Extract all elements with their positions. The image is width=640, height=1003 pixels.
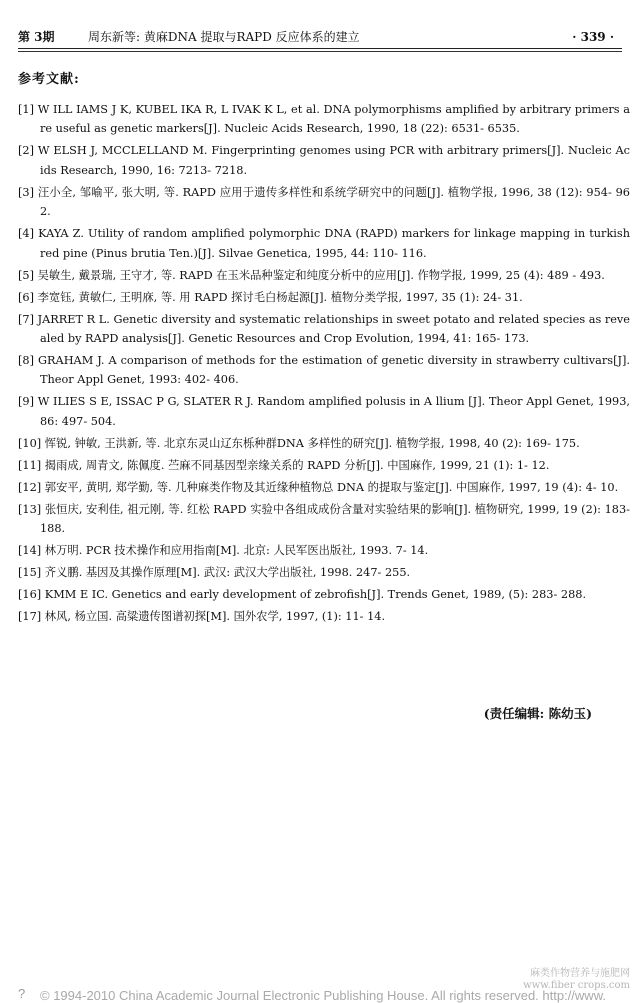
reference-item	[18, 100, 630, 139]
reference-number: [7]	[18, 312, 35, 326]
reference-text: 林风, 杨立国. 高粱遗传图谱初探[M]. 国外农学, 1997, (1): 11- 14.	[44, 610, 386, 624]
reference-text: 揭雨成, 周青文, 陈佩度. 苎麻不同基因型亲缘关系的 RAPD 分析[J]. 中国麻作, 1999, 21 (1): 1- 12.	[44, 458, 550, 472]
header-rule	[18, 48, 622, 49]
reference-number: [14]	[18, 544, 42, 558]
reference-text: GRAHAM J. A comparison of methods for the estimation of genetic diversity in strawberry cultivars[J]. Theor Appl Genet, 1993: 402- 406.	[38, 354, 630, 387]
reference-text: 林万明. PCR 技术操作和应用指南[M]. 北京: 人民军医出版社, 1993. 7- 14.	[44, 544, 429, 558]
reference-item	[18, 563, 630, 582]
reference-number: [6]	[18, 290, 35, 304]
running-header	[18, 28, 622, 48]
reference-number: [3]	[18, 185, 35, 199]
reference-text: 郭安平, 黄明, 郑学勤, 等. 几种麻类作物及其近缘种植物总 DNA 的提取与鉴定[J]. 中国麻作, 1997, 19 (4): 4- 10.	[44, 480, 619, 494]
copyright-footer: © 1994-2010 China Academic Journal Electronic Publishing House. All rights reserved. http://www.	[40, 988, 606, 1003]
reference-number: [12]	[18, 480, 42, 494]
reference-number: [8]	[18, 354, 35, 368]
reference-number: [16]	[18, 588, 42, 602]
reference-item	[18, 351, 630, 390]
reference-text: W ELSH J, MCCLELLAND M. Fingerprinting genomes using PCR with arbitrary primers[J]. Nucleic Acids Research, 1990, 16: 7213- 7218.	[37, 144, 631, 177]
header-rule-thin	[18, 51, 622, 52]
reference-text: JARRET R L. Genetic diversity and systematic relationships in sweet potato and related species as revealed by RAPD analysis[J]. Genetic Resources and Crop Evolution, 1994, 41: 165- 173.	[37, 312, 630, 346]
reference-item	[18, 607, 630, 626]
running-title: 周东新等: 黄麻DNA 提取与RAPD 反应体系的建立	[88, 30, 360, 44]
references-heading: 参考文献:	[18, 72, 80, 87]
watermark-line-1: 麻类作物营养与施肥网	[530, 968, 630, 979]
reference-text: 齐义鹏. 基因及其操作原理[M]. 武汉: 武汉大学出版社, 1998. 247- 255.	[44, 566, 411, 580]
reference-number: [15]	[18, 566, 42, 580]
reference-number: [1]	[18, 103, 35, 116]
reference-text: 张恒庆, 安利佳, 祖元刚, 等. 红松 RAPD 实验中各组成成份含量对实验结果的影响[J]. 植物研究, 1999, 19 (2): 183- 188.	[40, 502, 630, 536]
reference-item	[18, 183, 630, 222]
reference-text: 恽锐, 钟敏, 王洪新, 等. 北京东灵山辽东栎种群DNA 多样性的研究[J]. 植物学报, 1998, 40 (2): 169- 175.	[44, 436, 580, 450]
reference-number: [9]	[18, 395, 35, 409]
reference-text: KMM E IC. Genetics and early development of zebrofish[J]. Trends Genet, 1989, (5): 283- 288.	[44, 588, 587, 602]
reference-item	[18, 478, 630, 497]
reference-item	[18, 541, 630, 560]
reference-text: W ILL IAMS J K, KUBEL IKA R, L IVAK K L, et al. DNA polymorphisms amplified by arbitrary primers are useful as genetic markers[J]. Nucleic Acids Research, 1990, 18 (22): 6531- 6535.	[37, 103, 630, 136]
reference-text: 汪小全, 邹喻平, 张大明, 等. RAPD 应用于遗传多样性和系统学研究中的问题[J]. 植物学报, 1996, 38 (12): 954- 962.	[37, 185, 630, 219]
reference-text: 李宽钰, 黄敏仁, 王明庥, 等. 用 RAPD 探讨毛白杨起源[J]. 植物分类学报, 1997, 35 (1): 24- 31.	[37, 290, 523, 304]
reference-text: 吴敏生, 戴景瑞, 王守才, 等. RAPD 在玉米品种鉴定和纯度分析中的应用[J]. 作物学报, 1999, 25 (4): 489 - 493.	[37, 268, 605, 282]
responsible-editor: (责任编辑: 陈幼玉)	[483, 706, 592, 721]
reference-item	[18, 456, 630, 475]
reference-text: W ILIES S E, ISSAC P G, SLATER R J. Random amplified polusis in A llium [J]. Theor Appl Genet, 1993, 86: 497- 504.	[37, 395, 631, 428]
reference-item	[18, 141, 630, 180]
reference-item	[18, 224, 630, 263]
watermark-line-2: www.fiber crops.com	[523, 980, 630, 991]
reference-number: [11]	[18, 458, 42, 472]
issue-number: 第 3期	[18, 30, 55, 44]
reference-number: [2]	[18, 144, 35, 158]
reference-text: KAYA Z. Utility of random amplified polymorphic DNA (RAPD) markers for linkage mapping in turkish red pine (Pinus brutia Ten.)[J]. Silvae Genetica, 1995, 44: 110- 116.	[38, 227, 630, 260]
reference-item	[18, 392, 630, 431]
reference-item	[18, 266, 630, 285]
reference-item	[18, 500, 630, 539]
reference-item	[18, 434, 630, 453]
reference-item	[18, 310, 630, 349]
reference-item	[18, 585, 630, 604]
reference-number: [17]	[18, 610, 42, 624]
reference-number: [4]	[18, 227, 35, 241]
page-number: · 339 ·	[572, 30, 614, 44]
reference-list	[18, 100, 630, 629]
reference-item	[18, 288, 630, 307]
reference-number: [10]	[18, 436, 42, 450]
reference-number: [5]	[18, 268, 35, 282]
footer-mark: ?	[18, 986, 26, 1001]
reference-number: [13]	[18, 502, 42, 516]
